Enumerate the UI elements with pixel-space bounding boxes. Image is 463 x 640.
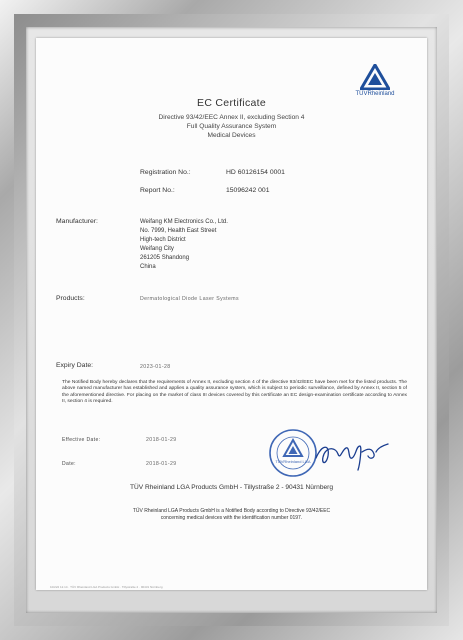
subtitle-line-1: Directive 93/42/EEC Annex II, excluding Section 4 xyxy=(158,114,305,121)
subtitle-line-3: Medical Devices xyxy=(207,132,256,139)
expiry-label: Expiry Date: xyxy=(56,362,94,369)
footer-line-1: TÜV Rheinland LGA Products GmbH is a Notified Body according to Directive 93/42/EEC xyxy=(132,508,331,514)
tiny-print: 10/222 12.14 · TÜV Rheinland LGA Products GmbH · Tillystraße 2 · 90431 Nürnberg xyxy=(50,585,163,589)
manufacturer-line-2: No. 7999, Health East Street xyxy=(140,228,217,234)
effective-label: Effective Date: xyxy=(62,437,101,443)
products-label: Products: xyxy=(56,295,85,302)
certificate-title: EC Certificate xyxy=(197,97,266,109)
manufacturer-line-4: Weifang City xyxy=(140,246,174,252)
products-value: Dermatological Diode Laser Systems xyxy=(140,296,239,302)
effective-value: 2018-01-29 xyxy=(146,437,177,443)
notice-paragraph: The Notified Body hereby declares that the requirements of Annex II, excluding section 4 of the directive 93/42/EEC have been met for the listed products. The above named manufacturer has established and applies a quality assurance system, which is subject to periodic surveillance, defined by Annex II, section 5 of the aforementioned directive. For placing on the market of class III devices covered by this certificate an EC design-examination certificate according to Annex II, section 4 is required. xyxy=(62,380,407,405)
registration-label: Registration No.: xyxy=(140,169,191,176)
certificate-paper xyxy=(36,38,427,590)
report-value: 15096242 001 xyxy=(226,187,270,194)
manufacturer-line-5: 261205 Shandong xyxy=(140,255,190,261)
manufacturer-label: Manufacturer: xyxy=(56,218,98,225)
round-seal-icon xyxy=(268,428,318,483)
manufacturer-line-6: China xyxy=(140,264,156,270)
registration-value: HD 60126154 0001 xyxy=(226,169,285,176)
tuv-triangle-icon xyxy=(360,64,390,90)
date-label: Date: xyxy=(62,461,76,467)
date-value: 2018-01-29 xyxy=(146,461,177,467)
signature-icon xyxy=(312,434,392,474)
report-label: Report No.: xyxy=(140,187,175,194)
footer-note xyxy=(36,508,427,521)
expiry-value: 2023-01-28 xyxy=(140,364,171,370)
tuv-logo xyxy=(352,64,398,97)
brand-text: TÜVRheinland xyxy=(355,91,395,97)
issuer-address: TÜV Rheinland LGA Products GmbH - Tillystraße 2 - 90431 Nürnberg xyxy=(129,484,334,491)
subtitle-line-2: Full Quality Assurance System xyxy=(186,123,277,130)
footer-line-2: concerning medical devices with the identification number 0197. xyxy=(160,514,303,521)
signature xyxy=(312,434,392,479)
seal-text: TÜVRheinland LGA xyxy=(275,459,311,464)
manufacturer-line-3: High-tech District xyxy=(140,237,186,243)
manufacturer-line-1: Weifang KM Electronics Co., Ltd. xyxy=(140,219,228,225)
